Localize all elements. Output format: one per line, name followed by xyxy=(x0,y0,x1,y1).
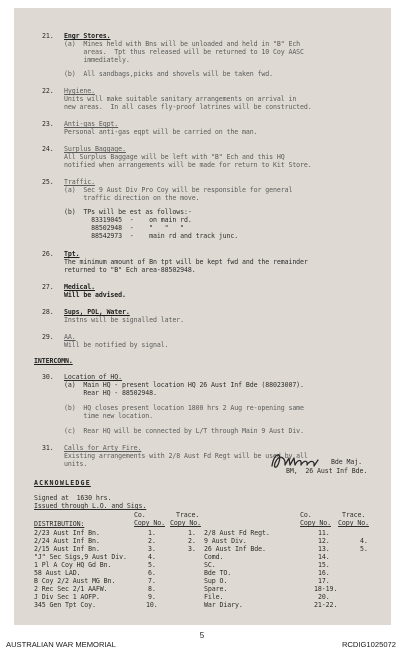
dist-copy-no: 13. xyxy=(318,545,330,553)
dist-unit: B Coy 2/2 Aust MG Bn. xyxy=(34,577,116,585)
dist-copy-no: 14. xyxy=(318,553,330,561)
copy-header: Copy No. xyxy=(134,519,165,527)
para-21-text: immediately. xyxy=(64,56,130,64)
para-22-text: new areas. In all cases fly-proof latrines will be constructed. xyxy=(64,103,312,111)
dist-copy-no: 21-22. xyxy=(314,601,338,609)
section-heading: INTERCOMN. xyxy=(34,357,73,365)
para-23-heading: Anti-gas Eqpt. xyxy=(64,120,119,128)
dist-copy-no: 4. xyxy=(148,553,156,561)
copy-header: Copy No. xyxy=(300,519,331,527)
para-24-heading: Surplus Baggage. xyxy=(64,145,126,153)
dist-unit: 58 Aust LAD. xyxy=(34,569,81,577)
dist-unit: 345 Gen Tpt Coy. xyxy=(34,601,96,609)
para-29-number: 29. xyxy=(42,333,54,341)
para-25-heading: Traffic. xyxy=(64,178,95,186)
copy-header: Co. xyxy=(300,511,312,519)
para-25-text: (b) TPs will be est as follows:- xyxy=(64,208,192,216)
para-28-heading: Sups, POL, Water. xyxy=(64,308,130,316)
acknowledge-heading: ACKNOWLEDGE xyxy=(34,479,91,487)
distribution-heading: DISTRIBUTION: xyxy=(34,520,85,528)
dist-unit: J Div Sec 1 AOFP. xyxy=(34,593,100,601)
dist-unit: "J" Sec Sigs,9 Aust Div. xyxy=(34,553,127,561)
para-29-heading: AA. xyxy=(64,333,76,341)
dist-trace-no: 4. xyxy=(360,537,368,545)
para-31-text: units. xyxy=(64,460,88,468)
dist-copy-no: 10. xyxy=(146,601,158,609)
para-23-number: 23. xyxy=(42,120,54,128)
para-23-text: Personal anti-gas eqpt will be carried on the man. xyxy=(64,128,258,136)
trace-header: Copy No. xyxy=(170,519,201,527)
para-27-heading: Medical. xyxy=(64,283,95,291)
para-26-number: 26. xyxy=(42,250,54,258)
para-31-text: Existing arrangements with 2/8 Aust Fd Regt will be used by all xyxy=(64,452,308,460)
dist-copy-no: 7. xyxy=(148,577,156,585)
para-21-number: 21. xyxy=(42,32,54,40)
dist-copy-no: 16. xyxy=(318,569,330,577)
para-21-text: (b) All sandbags,picks and shovels will be taken fwd. xyxy=(64,70,273,78)
para-25-text: (a) Sec 9 Aust Div Pro Coy will be responsible for general xyxy=(64,186,293,194)
dist-unit: 1 Pl A Coy HQ Gd Bn. xyxy=(34,561,112,569)
para-27-number: 27. xyxy=(42,283,54,291)
dist-unit: Bde TO. xyxy=(204,569,232,577)
dist-trace-no: 5. xyxy=(360,545,368,553)
para-31-heading: Calls for Arty Fire. xyxy=(64,444,142,452)
para-30-text: Rear HQ - 88502948. xyxy=(64,389,157,397)
para-21-text: areas. Tpt thus released will be returned to 10 Coy AASC xyxy=(64,48,304,56)
para-24-text: notified when arrangements will be made for return to Kit Store. xyxy=(64,161,312,169)
para-28-number: 28. xyxy=(42,308,54,316)
footer-record-id: RCDIG1025072 xyxy=(341,640,396,649)
para-30-number: 30. xyxy=(42,373,54,381)
signed-at: Signed at 1630 hrs. xyxy=(34,494,112,502)
para-25-number: 25. xyxy=(42,178,54,186)
page-number: 5 xyxy=(199,631,205,640)
dist-unit: File. xyxy=(204,593,224,601)
dist-unit: SC. xyxy=(204,561,216,569)
dist-copy-no: 8. xyxy=(148,585,156,593)
dist-unit: Spare. xyxy=(204,585,228,593)
dist-copy-no: 1. xyxy=(148,529,156,537)
copy-header: Co. xyxy=(134,511,146,519)
dist-unit: 2/8 Aust Fd Regt. xyxy=(204,529,270,537)
trace-header: Trace. xyxy=(176,511,200,519)
dist-copy-no: 6. xyxy=(148,569,156,577)
footer-institution: AUSTRALIAN WAR MEMORIAL xyxy=(6,640,116,649)
para-31-number: 31. xyxy=(42,444,54,452)
trace-header: Copy No. xyxy=(338,519,369,527)
dist-trace-no: 1. xyxy=(188,529,196,537)
dist-unit: 2/24 Aust Inf Bn. xyxy=(34,537,100,545)
dist-copy-no: 17. xyxy=(318,577,330,585)
dist-copy-no: 9. xyxy=(148,593,156,601)
dist-copy-no: 3. xyxy=(148,545,156,553)
dist-unit: 26 Aust Inf Bde. xyxy=(204,545,266,553)
para-25-text: 83319045 - on main rd. xyxy=(64,216,192,224)
para-26-text: The minimum amount of Bn tpt will be kept fwd and the remainder xyxy=(64,258,308,266)
para-26-text: returned to "B" Ech area-88502948. xyxy=(64,266,196,274)
issued-through: Issued through L.O. and Sigs. xyxy=(34,502,147,510)
dist-copy-no: 20. xyxy=(318,593,330,601)
para-22-text: Units will make suitable sanitary arrangements on arrival in xyxy=(64,95,297,103)
para-25-text: 88542973 - main rd and track junc. xyxy=(64,232,239,240)
dist-unit: 2 Rec Sec 2/1 AAFW. xyxy=(34,585,108,593)
para-27-text: Will be advised. xyxy=(64,291,126,299)
para-24-text: All Surplus Baggage will be left with "B" Ech and this HQ xyxy=(64,153,285,161)
para-22-heading: Hygiene. xyxy=(64,87,95,95)
dist-unit: Sup O. xyxy=(204,577,228,585)
para-30-heading: Location of HQ. xyxy=(64,373,123,381)
dist-unit: 9 Aust Div. xyxy=(204,537,247,545)
para-29-text: Will be notified by signal. xyxy=(64,341,169,349)
para-30-text: (c) Rear HQ will be connected by L/T through Main 9 Aust Div. xyxy=(64,427,304,435)
dist-copy-no: 2. xyxy=(148,537,156,545)
dist-copy-no: 12. xyxy=(318,537,330,545)
para-28-text: Instns will be signalled later. xyxy=(64,316,184,324)
para-24-number: 24. xyxy=(42,145,54,153)
para-21-text: (a) Mines held with Bns will be unloaded and held in "B" Ech xyxy=(64,40,301,48)
para-25-text: traffic direction on the move. xyxy=(64,194,200,202)
signatory-line: BM, 26 Aust Inf Bde. xyxy=(286,467,368,475)
dist-unit: War Diary. xyxy=(204,601,243,609)
dist-trace-no: 3. xyxy=(188,545,196,553)
para-25-text: 88502948 - " " " xyxy=(64,224,184,232)
para-21-heading: Engr Stores. xyxy=(64,32,111,40)
dist-copy-no: 5. xyxy=(148,561,156,569)
para-22-number: 22. xyxy=(42,87,54,95)
signatory-title: Bde Maj. xyxy=(331,458,362,466)
dist-trace-no: 2. xyxy=(188,537,196,545)
para-30-text: (a) Main HQ - present location HQ 26 Aust Inf Bde (88023007). xyxy=(64,381,304,389)
dist-unit: 2/15 Aust Inf Bn. xyxy=(34,545,100,553)
para-30-text: (b) HQ closes present location 1800 hrs 2 Aug re-opening same xyxy=(64,404,304,412)
dist-copy-no: 18-19. xyxy=(314,585,338,593)
dist-copy-no: 11. xyxy=(318,529,330,537)
dist-unit: 2/23 Aust Inf Bn. xyxy=(34,529,100,537)
trace-header: Trace. xyxy=(342,511,366,519)
dist-unit: Comd. xyxy=(204,553,224,561)
dist-copy-no: 15. xyxy=(318,561,330,569)
para-26-heading: Tpt. xyxy=(64,250,80,258)
para-30-text: time new location. xyxy=(64,412,154,420)
